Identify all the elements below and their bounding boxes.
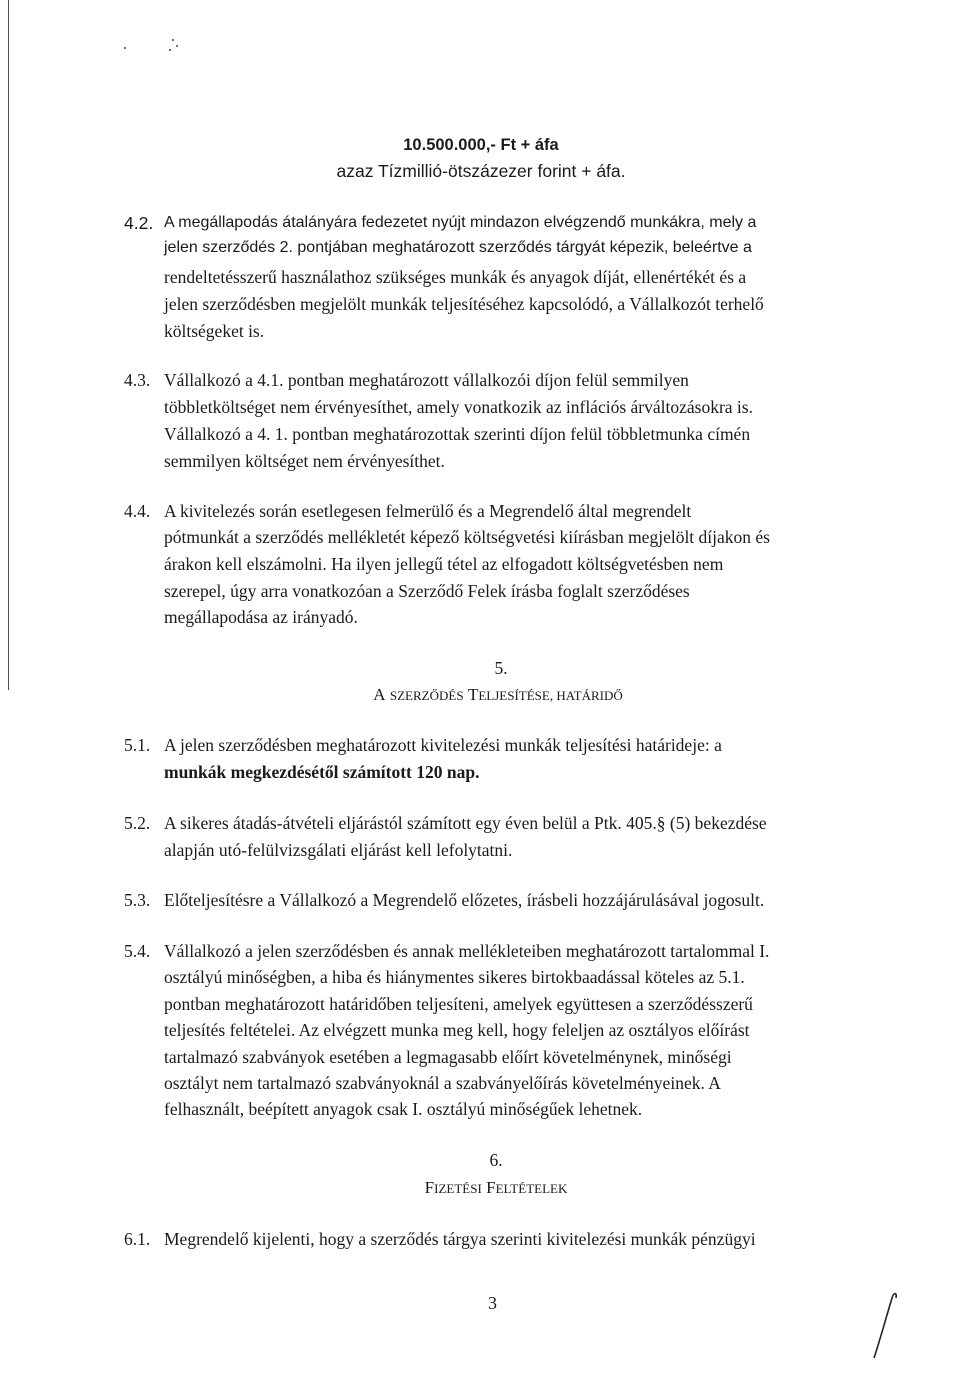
clause-5-4-line: teljesítés feltételei. Az elvégzett munka meg kell, hogy feleljen az osztályos előírást <box>164 1020 750 1040</box>
clause-number: 5.1. <box>124 735 151 755</box>
clause-5-4-line: osztályú minőségben, a hiba és hiánymentes sikeres birtokbaadással köteles az 5.1. <box>164 967 745 987</box>
section-title: FIZETÉSI FELTÉTELEK <box>424 1178 568 1197</box>
clause-5-2-line: alapján utó-felülvizsgálati eljárást kell lefolytatni. <box>164 840 513 860</box>
clause-5-3-line: Előteljesítésre a Vállalkozó a Megrendelő előzetes, írásbeli hozzájárulásával jogosult. <box>164 890 765 910</box>
clause-4-4-line: pótmunkát a szerződés mellékletét képező költségvetési kiírásban megjelölt díjakon és <box>164 527 770 547</box>
clause-4-4-line: megállapodása az irányadó. <box>164 607 358 627</box>
clause-4-2-line: jelen szerződés 2. pontjában meghatározott szerződés tárgyát képezik, beleértve a <box>164 239 752 256</box>
clause-4-2-line: rendeltetésszerű használathoz szükséges munkák és anyagok díját, ellenértékét és a <box>164 267 747 287</box>
initials-mark <box>870 1290 900 1360</box>
clause-5-4-line: Vállalkozó a jelen szerződésben és annak mellékleteiben meghatározott tartalommal I. <box>164 941 770 961</box>
clause-4-3-line: Vállalkozó a 4. 1. pontban meghatározottak szerinti díjon felül többletmunka címén <box>164 424 751 444</box>
clause-5-4-line: tartalmazó szabványok esetében a legmagasabb előírt követelménynek, minőségi <box>164 1047 732 1067</box>
clause-number: 6.1. <box>124 1229 151 1249</box>
clause-4-2-line: jelen szerződésben megjelölt munkák teljesítéséhez kapcsolódó, a Vállalkozót terhelő <box>164 294 764 314</box>
clause-4-3-line: Vállalkozó a 4.1. pontban meghatározott vállalkozói díjon felül semmilyen <box>164 370 689 390</box>
clause-5-4-line: pontban meghatározott határidőben teljesíteni, amelyek együttesen a szerződésszerű <box>164 994 753 1014</box>
clause-4-3-line: semmilyen költséget nem érvényesíthet. <box>164 451 445 471</box>
clause-4-4-line: A kivitelezés során esetlegesen felmerülő és a Megrendelő által megrendelt <box>164 501 692 521</box>
clause-4-4-line: szerepel, úgy arra vonatkozóan a Szerződő Felek írásba foglalt szerződéses <box>164 581 690 601</box>
clause-5-1-line: munkák megkezdésétől számított 120 nap. <box>164 762 480 782</box>
clause-number: 4.2. <box>124 213 154 233</box>
contract-amount-words: azaz Tízmillió-ötszázezer forint + áfa. <box>336 161 626 181</box>
page-number: 3 <box>488 1293 497 1313</box>
clause-5-4-line: felhasznált, beépített anyagok csak I. osztályú minőségűek lehetnek. <box>164 1099 643 1119</box>
section-number: 6. <box>489 1150 503 1170</box>
section-number: 5. <box>494 658 508 678</box>
contract-amount: 10.500.000,- Ft + áfa <box>403 136 559 154</box>
clause-5-1-line: A jelen szerződésben meghatározott kivitelezési munkák teljesítési határideje: a <box>164 735 722 755</box>
clause-5-2-line: A sikeres átadás-átvételi eljárástól számított egy éven belül a Ptk. 405.§ (5) bekezdése <box>164 813 767 833</box>
clause-4-2-line: költségeket is. <box>164 321 265 341</box>
section-title: A SZERZŐDÉS TELJESÍTÉSE, HATÁRIDŐ <box>373 685 623 704</box>
clause-number: 4.3. <box>124 370 151 390</box>
scan-specks <box>115 28 195 68</box>
clause-4-3-line: többletköltséget nem érvényesíthet, amely vonatkozik az inflációs árváltozásokra is. <box>164 397 753 417</box>
clause-5-4-line: osztályt nem tartalmazó szabványoknál a szabványelőírás követelményeinek. A <box>164 1073 721 1093</box>
clause-number: 5.2. <box>124 813 151 833</box>
scan-margin-line <box>8 0 9 690</box>
clause-number: 5.3. <box>124 890 151 910</box>
clause-4-2-line: A megállapodás átalányára fedezetet nyújt mindazon elvégzendő munkákra, mely a <box>164 214 757 231</box>
clause-number: 4.4. <box>124 501 151 521</box>
clause-4-4-line: árakon kell elszámolni. Ha ilyen jellegű tétel az elfogadott költségvetésben nem <box>164 554 724 574</box>
clause-6-1-line: Megrendelő kijelenti, hogy a szerződés tárgya szerinti kivitelezési munkák pénzügyi <box>164 1229 756 1249</box>
clause-number: 5.4. <box>124 941 151 961</box>
